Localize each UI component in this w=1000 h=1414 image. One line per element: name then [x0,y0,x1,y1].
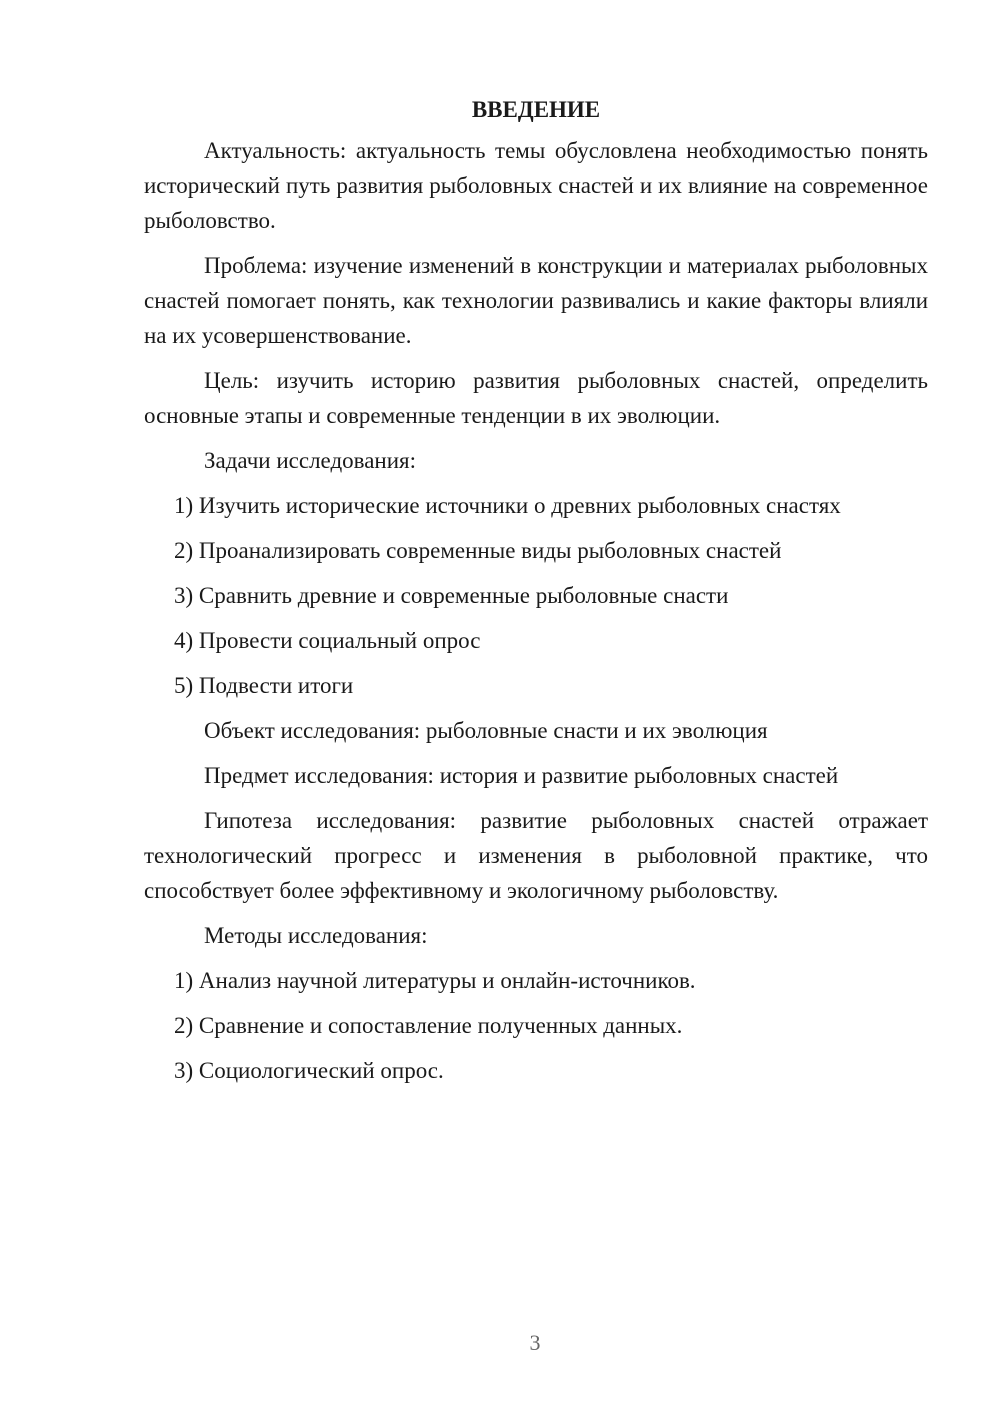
methods-list [144,963,928,1088]
document-body [144,92,928,1098]
list-item: 5) Подвести итоги [174,673,354,698]
object-paragraph: Объект исследования: рыболовные снасти и их эволюция [204,718,768,743]
problem-paragraph: Проблема: изучение изменений в конструкции и материалах рыболовных снастей помогает понять, как технологии развивались и какие факторы влияли на их усовершенствование. [144,253,928,348]
list-item: 2) Проанализировать современные виды рыболовных снастей [174,538,782,563]
tasks-list [144,488,928,703]
subject-paragraph: Предмет исследования: история и развитие рыболовных снастей [204,763,839,788]
list-item: 3) Социологический опрос. [174,1058,444,1083]
list-item: 3) Сравнить древние и современные рыболовные снасти [174,583,729,608]
list-item: 4) Провести социальный опрос [174,628,481,653]
hypothesis-paragraph: Гипотеза исследования: развитие рыболовных снастей отражает технологический прогресс и изменения в рыболовной практике, что способствует более эффективному и экологичному рыболовству. [144,808,928,903]
relevance-paragraph: Актуальность: актуальность темы обусловлена необходимостью понять исторический путь развития рыболовных снастей и их влияние на современное рыболовство. [144,138,928,233]
list-item: 1) Изучить исторические источники о древних рыболовных снастях [174,493,841,518]
page-number: 3 [529,1330,541,1355]
list-item: 2) Сравнение и сопоставление полученных данных. [174,1013,683,1038]
goal-paragraph: Цель: изучить историю развития рыболовных снастей, определить основные этапы и современные тенденции в их эволюции. [144,368,928,428]
page-title: ВВЕДЕНИЕ [471,97,601,122]
list-item: 1) Анализ научной литературы и онлайн-источников. [174,968,696,993]
methods-heading: Методы исследования: [204,923,428,948]
tasks-heading: Задачи исследования: [204,448,417,473]
